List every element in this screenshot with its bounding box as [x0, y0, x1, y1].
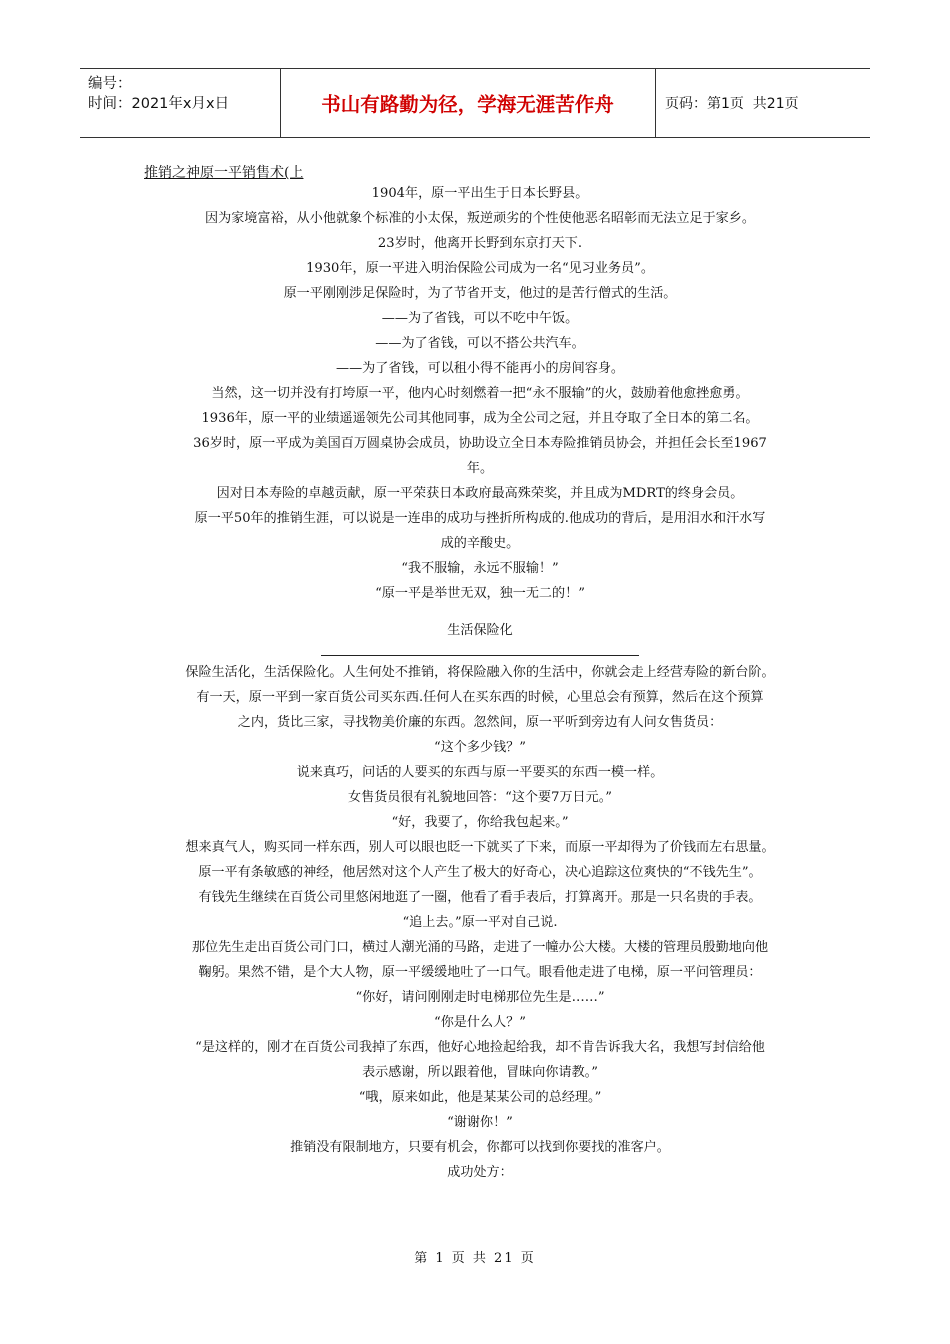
- text-line: 1904年，原一平出生于日本长野县。: [371, 186, 589, 201]
- document-header: [80, 68, 870, 138]
- text-line: 36岁时，原一平成为美国百万圆桌协会成员，协助设立全日本寿险推销员协会，并担任会长至1967: [193, 436, 767, 451]
- text-line: 1936年，原一平的业绩遥遥领先公司其他同事，成为全公司之冠，并且夺取了全日本的第二名。: [201, 411, 759, 426]
- header-divider: [655, 69, 656, 137]
- text-line: ——为了省钱，可以租小得不能再小的房间容身。: [335, 361, 625, 376]
- text-line: 之内，货比三家，寻找物美价廉的东西。忽然间，原一平听到旁边有人问女售货员：: [237, 715, 723, 730]
- text-line: 有钱先生继续在百货公司里悠闲地逛了一圈，他看了看手表后，打算离开。那是一只名贵的手表。: [198, 890, 762, 905]
- number-label: 编号：: [88, 76, 132, 92]
- text-line: 成的辛酸史。: [440, 536, 520, 551]
- text-line: “是这样的，刚才在百货公司我掉了东西，他好心地捡起给我，却不肯告诉我大名，我想写封信给他: [195, 1040, 765, 1055]
- text-line: ——为了省钱，可以不搭公共汽车。: [375, 336, 585, 351]
- header-page-info: 页码：第1页 共21页: [665, 96, 799, 112]
- text-line: “追上去。”原一平对自己说.: [402, 915, 558, 930]
- text-line: 那位先生走出百货公司门口，横过人潮光涌的马路，走进了一幢办公大楼。大楼的管理员殷勤地向他: [191, 940, 769, 955]
- text-line: 想来真气人，购买同一样东西，别人可以眼也眨一下就买了下来，而原一平却得为了价钱而左右思量。: [185, 840, 775, 855]
- text-line: 因为家境富裕，从小他就象个标准的小太保，叛逆顽劣的个性使他恶名昭彰而无法立足于家乡。: [205, 211, 755, 226]
- text-line: 推销没有限制地方，只要有机会，你都可以找到你要找的准客户。: [290, 1140, 670, 1155]
- text-line: 原一平有条敏感的神经，他居然对这个人产生了极大的好奇心，决心追踪这位爽快的“不钱先生”。: [198, 865, 762, 880]
- text-line: 说来真巧，问话的人要买的东西与原一平要买的东西一模一样。: [296, 765, 664, 780]
- text-line: “哦，原来如此，他是某某公司的总经理。”: [358, 1090, 602, 1105]
- text-line: “你好，请问刚刚走时电梯那位先生是……”: [355, 990, 605, 1005]
- document-body: [150, 181, 810, 1185]
- document-title: 推销之神原一平销售术(上: [144, 165, 304, 181]
- text-line: 因对日本寿险的卓越贡献，原一平荣获日本政府最高殊荣奖，并且成为MDRT的终身会员。: [216, 486, 744, 501]
- text-line: 有一天，原一平到一家百货公司买东西.任何人在买东西的时候，心里总会有预算，然后在这个预算: [196, 690, 764, 705]
- section-title: 生活保险化: [447, 623, 513, 638]
- header-motto: 书山有路勤为径，学海无涯苦作舟: [321, 93, 614, 116]
- text-line: “好，我要了，你给我包起来。”: [391, 815, 569, 830]
- text-line: 年。: [466, 461, 494, 476]
- text-line: 原一平50年的推销生涯，可以说是一连串的成功与挫折所构成的.他成功的背后，是用泪水和汗水写: [194, 511, 766, 526]
- date-label: 时间：2021年x月x日: [88, 96, 230, 112]
- text-line: 原一平刚刚涉足保险时，为了节省开支，他过的是苦行僧式的生活。: [283, 286, 677, 301]
- page-footer: 第 1 页 共 21 页: [414, 1251, 536, 1266]
- text-line: 当然，这一切并没有打垮原一平，他内心时刻燃着一把“永不服输”的火，鼓励着他愈挫愈勇。: [211, 386, 749, 401]
- text-line: 女售货员很有礼貌地回答：“这个要7万日元。”: [348, 790, 612, 805]
- text-line: 成功处方：: [447, 1165, 513, 1180]
- text-line: “我不服输，永远不服输！”: [401, 561, 559, 576]
- text-line: ——为了省钱，可以不吃中午饭。: [381, 311, 579, 326]
- text-line: 保险生活化，生活保险化。人生何处不推销，将保险融入你的生活中，你就会走上经营寿险的新台阶。: [185, 665, 775, 680]
- text-line: 23岁时，他离开长野到东京打天下.: [377, 236, 583, 251]
- section-divider: [321, 655, 639, 656]
- header-meta: [88, 74, 229, 114]
- text-line: “原一平是举世无双，独一无二的！”: [375, 586, 585, 601]
- text-line: “这个多少钱？”: [434, 740, 526, 755]
- text-line: 表示感谢，所以跟着他，冒昧向你请教。”: [362, 1065, 598, 1080]
- text-line: 鞠躬。果然不错，是个大人物，原一平缓缓地吐了一口气。眼看他走进了电梯，原一平问管理员：: [198, 965, 762, 980]
- text-line: “你是什么人？”: [434, 1015, 526, 1030]
- text-line: “谢谢你！”: [447, 1115, 513, 1130]
- text-line: 1930年，原一平进入明治保险公司成为一名“见习业务员”。: [306, 261, 654, 276]
